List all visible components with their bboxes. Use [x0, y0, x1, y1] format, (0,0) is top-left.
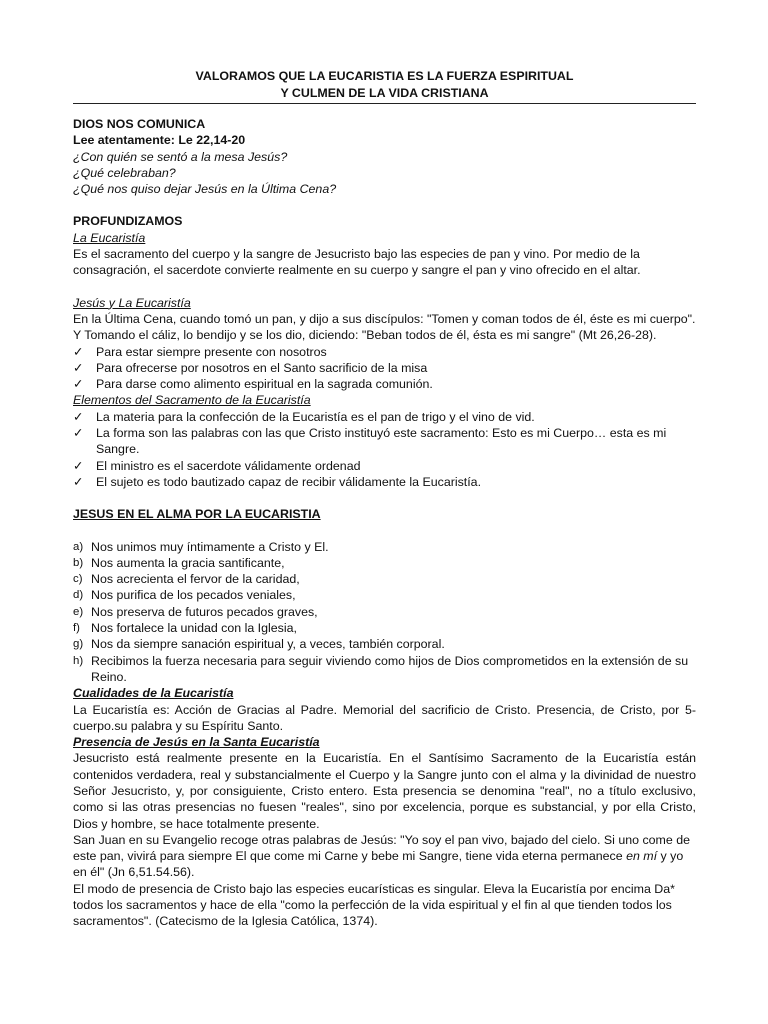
list-item [73, 587, 696, 603]
check-item-text: El sujeto es todo bautizado capaz de recibir válidamente la Eucaristía. [96, 474, 482, 489]
profundizamos-heading: PROFUNDIZAMOS [73, 214, 183, 229]
cualidades-heading: Cualidades de la Eucaristía [73, 686, 234, 701]
list-item [73, 571, 696, 587]
cualidades-paragraph: La Eucaristía es: Acción de Gracias al Padre. Memorial del sacrificio de Cristo. Presencia, de Cristo, por 5-cuerpo.su palabra y su Espíritu Santo. [73, 702, 696, 733]
list-item [73, 539, 696, 555]
list-item-text: Nos acrecienta el fervor de la caridad, [91, 572, 300, 587]
document-title [73, 68, 696, 101]
list-item-text: Recibimos la fuerza necesaria para seguir viviendo como hijos de Dios comprometidos en la extensión de su Reino. [91, 653, 689, 684]
list-item-text: Nos aumenta la gracia santificante, [91, 555, 285, 570]
checkmark-icon: ✓ [73, 426, 84, 441]
jesus-paragraph: En la Última Cena, cuando tomó un pan, y dijo a sus discípulos: "Tomen y coman todos de él, éste es mi cuerpo". Y Tomando el cáliz, lo bendijo y se los dio, diciendo: "Beban todos de él, ésta es mi sangre" (Mt 26,26-28). [73, 311, 696, 343]
check-item-text: Para darse como alimento espiritual en la sagrada comunión. [96, 377, 433, 392]
juan-quote-end: y yo en él" (Jn 6,51.54.56). [73, 849, 684, 880]
check-item [73, 344, 696, 360]
checkmark-icon: ✓ [73, 474, 84, 489]
check-item [73, 376, 696, 392]
list-letter: g) [73, 638, 84, 651]
list-letter: c) [73, 573, 83, 586]
list-letter: b) [73, 556, 84, 569]
check-item [73, 409, 696, 425]
reading-reference: Lee atentamente: Le 22,14-20 [73, 133, 246, 148]
question-1: ¿Con quién se sentó a la mesa Jesús? [73, 149, 288, 164]
dios-heading: DIOS NOS COMUNICA [73, 117, 206, 131]
checkmark-icon: ✓ [73, 458, 84, 473]
elementos-subheading: Elementos del Sacramento de la Eucaristía [73, 393, 311, 408]
presencia-heading: Presencia de Jesús en la Santa Eucaristía [73, 735, 320, 750]
check-item [73, 425, 696, 458]
eucaristia-paragraph: Es el sacramento del cuerpo y la sangre de Jesucristo bajo las especies de pan y vino. Por medio de la consagración, el sacerdote convierte realmente en su cuerpo y sangre el pan y vino ofrecido en el altar. [73, 247, 641, 278]
check-item [73, 458, 696, 474]
checkmark-icon: ✓ [73, 360, 84, 375]
list-item-text: Nos purifica de los pecados veniales, [91, 588, 296, 603]
checkmark-icon: ✓ [73, 344, 84, 359]
title-rule [73, 103, 696, 104]
list-item [73, 636, 696, 652]
alma-heading: JESUS EN EL ALMA POR LA EUCARISTIA [73, 507, 321, 522]
list-letter: d) [73, 589, 84, 602]
check-item [73, 360, 696, 376]
checkmark-icon: ✓ [73, 409, 84, 424]
jesus-subheading: Jesús y La Eucaristía [73, 295, 191, 310]
juan-quote-start: San Juan en su Evangelio recoge otras palabras de Jesús: "Yo soy el pan vivo, bajado del cielo. Si uno come de este pan, vivirá para siempre El que come mi Carne y bebe mi Sangre, tiene vida eterna permanece [73, 832, 690, 864]
presencia-paragraph-1: Jesucristo está realmente presente en la Eucaristía. En el Santísimo Sacramento de la Eucaristía están contenidos verdadera, real y substancialmente el Cuerpo y la Sangre junto con el alma y la divinidad de nuestro Señor Jesucristo, y, por consiguiente, Cristo entero. Esta presencia se denomina "real", no a título exclusivo, como si las otras presencias no fuesen "reales", sino por excelencia, porque es substancial, y por ella Cristo, Dios y hombre, se hace totalmente presente. [73, 751, 696, 831]
check-item-text: Para ofrecerse por nosotros en el Santo sacrificio de la misa [96, 360, 428, 375]
question-2: ¿Qué celebraban? [73, 165, 176, 180]
eucaristia-subheading: La Eucaristía [73, 230, 146, 245]
list-item-text: Nos da siempre sanación espiritual y, a veces, también corporal. [91, 637, 445, 652]
presencia-paragraph-3: El modo de presencia de Cristo bajo las especies eucarísticas es singular. Eleva la Eucaristía por encima Da* todos los sacramentos y hace de ella "como la perfección de la vida espiritual y el fin al que tienden todos los sacramentos". (Catecismo de la Iglesia Católica, 1374). [73, 881, 675, 929]
question-3: ¿Qué nos quiso dejar Jesús en la Última Cena? [73, 182, 337, 197]
list-letter: a) [73, 540, 84, 553]
juan-quote-italic: en mí [626, 849, 658, 864]
list-item-text: Nos preserva de futuros pecados graves, [91, 604, 318, 619]
document-page [73, 68, 696, 930]
list-item [73, 653, 696, 686]
list-item [73, 620, 696, 636]
check-item-text: La forma son las palabras con las que Cristo instituyó este sacramento: Esto es mi Cuerpo… esta es mi Sangre. [96, 426, 667, 457]
check-item-text: La materia para la confección de la Eucaristía es el pan de trigo y el vino de vid. [96, 409, 535, 424]
list-item-text: Nos unimos muy íntimamente a Cristo y El. [91, 539, 329, 554]
presencia-paragraph-2 [73, 832, 696, 881]
list-letter: e) [73, 605, 84, 618]
title-line-1: VALORAMOS QUE LA EUCARISTIA ES LA FUERZA ESPIRITUAL [195, 69, 574, 83]
list-letter: h) [73, 654, 84, 667]
list-item [73, 604, 696, 620]
check-item [73, 474, 696, 490]
list-item [73, 555, 696, 571]
title-line-2: Y CULMEN DE LA VIDA CRISTIANA [280, 85, 489, 100]
check-item-text: El ministro es el sacerdote válidamente ordenad [96, 458, 361, 473]
check-item-text: Para estar siempre presente con nosotros [96, 344, 327, 359]
checkmark-icon: ✓ [73, 377, 84, 392]
list-item-text: Nos fortalece la unidad con la Iglesia, [91, 621, 297, 636]
list-letter: f) [73, 622, 80, 635]
